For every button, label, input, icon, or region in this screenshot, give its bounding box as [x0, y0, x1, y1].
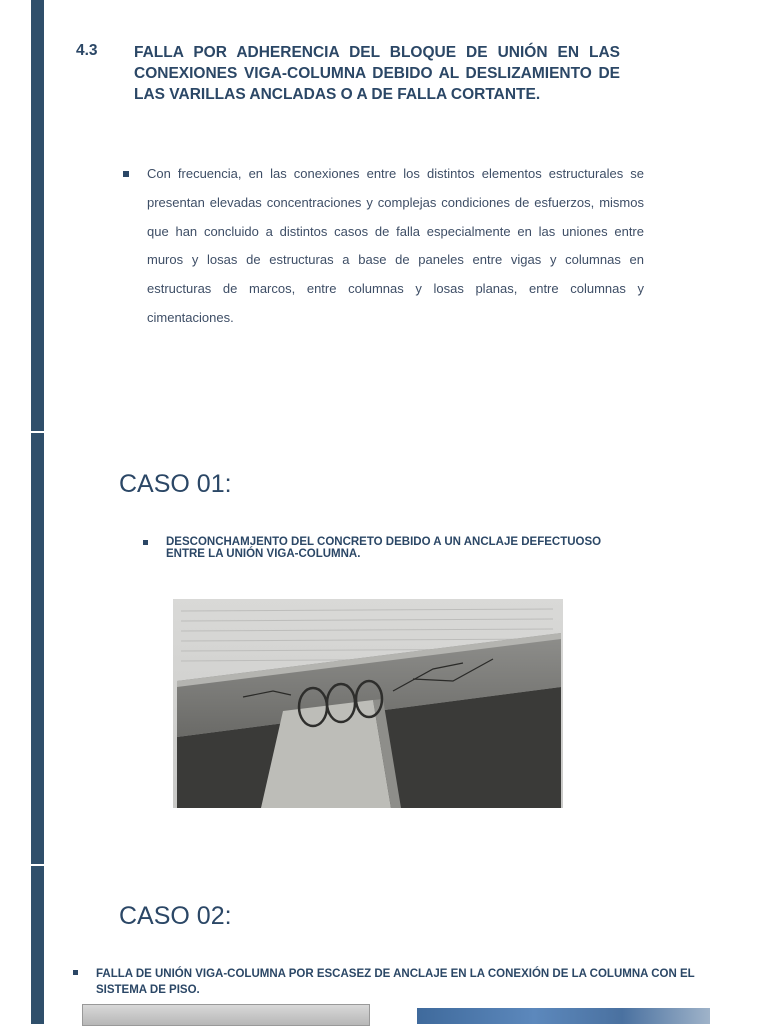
section-paragraph: Con frecuencia, en las conexiones entre los distintos elementos estructurales se presentan elevadas concentraciones y complejas condiciones de esfuerzos, mismos que han concluido a distintos casos de falla especialmente en las uniones entre muros y losas de estructuras a base de paneles entre vigas y columnas en estructuras de marcos, entre columnas y losas planas, entre columnas y cimentaciones.	[147, 166, 644, 325]
section-number: 4.3	[76, 42, 98, 59]
slide-accent-bar-1	[31, 0, 44, 431]
caso-02-photo-left	[82, 1004, 370, 1026]
caso-02-bullet-marker	[73, 970, 78, 975]
caso-02-heading: CASO 02:	[119, 902, 232, 930]
caso-01-bullet-text: DESCONCHAMJENTO DEL CONCRETO DEBIDO A UN ANCLAJE DEFECTUOSO ENTRE LA UNIÓN VIGA-COLUMNA.	[166, 536, 602, 560]
slide-accent-bar-3	[31, 866, 44, 1024]
caso-01-bullet-marker	[143, 540, 148, 545]
paragraph-bullet	[123, 171, 129, 177]
slide-accent-bar-2	[31, 433, 44, 864]
caso-01-heading: CASO 01:	[119, 470, 232, 498]
caso-02-photo-right	[417, 1008, 710, 1024]
beam-column-failure-photo	[173, 599, 563, 808]
caso-02-bullet-text: FALLA DE UNIÓN VIGA-COLUMNA POR ESCASEZ DE ANCLAJE EN LA CONEXIÓN DE LA COLUMNA CON EL SISTEMA DE PISO.	[96, 968, 695, 996]
section-title: FALLA POR ADHERENCIA DEL BLOQUE DE UNIÓN EN LAS CONEXIONES VIGA-COLUMNA DEBIDO AL DESLIZAMIENTO DE LAS VARILLAS ANCLADAS O A DE FALLA CORTANTE.	[134, 44, 620, 103]
